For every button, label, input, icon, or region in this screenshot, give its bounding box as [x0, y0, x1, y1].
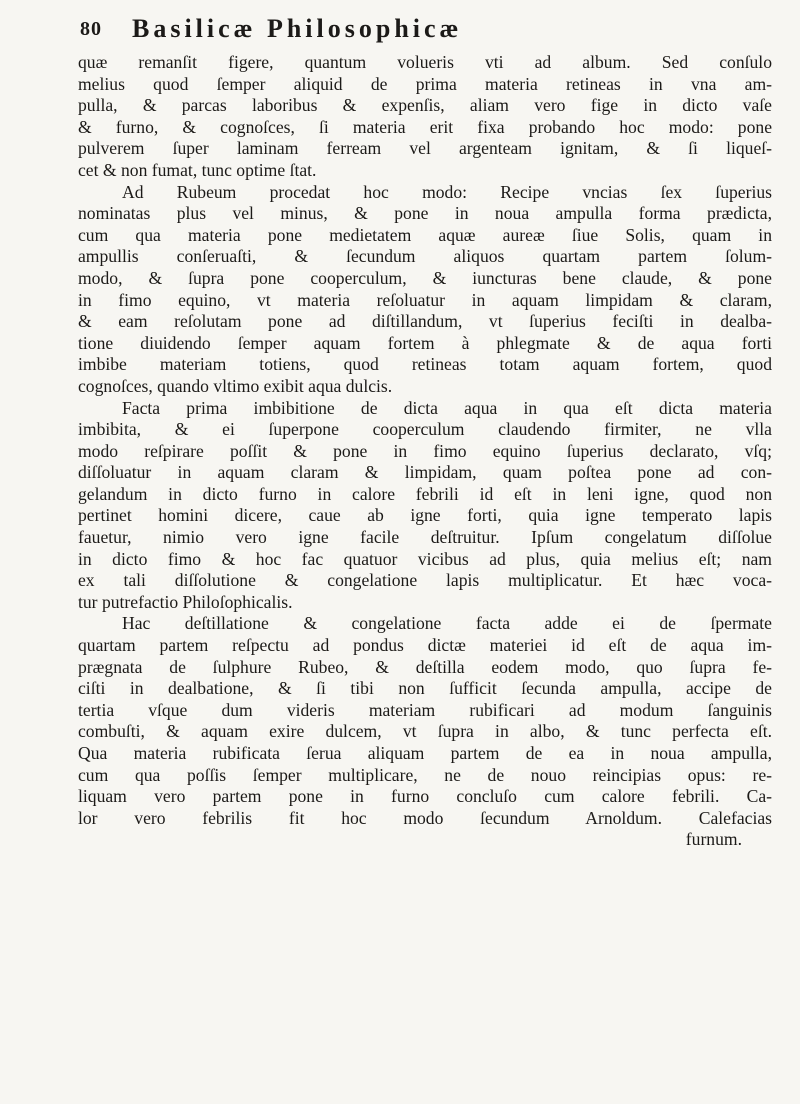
text-line: pulla, & parcas laboribus & expenſis, aliam vero fige in dicto vaſe [78, 95, 772, 116]
text-line: in fimo equino, vt materia reſoluatur in aquam limpidam & claram, [78, 289, 772, 310]
text-line: melius quod ſemper aliquid de prima materia retineas in vna am- [78, 73, 772, 94]
text-line: lor vero febrilis fit hoc modo ſecundum Arnoldum. Calefacias [78, 807, 772, 828]
text-line: ex tali diſſolutione & congelatione lapis multiplicatur. Et hæc voca- [78, 570, 772, 591]
text-line: diſſoluatur in aquam claram & limpidam, quam poſtea pone ad con- [78, 462, 772, 483]
text-line: fauetur, nimio vero igne facile deſtruitur. Ipſum congelatum diſſolue [78, 527, 772, 548]
text-line: pulverem ſuper laminam ferream vel argenteam ignitam, & ſi liqueſ- [78, 138, 772, 159]
text-line: cognoſces, quando vltimo exibit aqua dulcis. [78, 375, 393, 396]
text-line: ciſti in dealbatione, & ſi tibi non ſufficit ſecunda ampulla, accipe de [78, 678, 772, 699]
text-line: cet & non fumat, tunc optime ſtat. [78, 159, 317, 180]
text-line: Qua materia rubificata ſerua aliquam partem de ea in noua ampulla, [78, 743, 772, 763]
text-line: quæ remanſit figere, quantum volueris vti ad album. Sed conſulo [78, 52, 772, 72]
text-line: combuſti, & aquam exire dulcem, vt ſupra in albo, & tunc perfecta eſt. [78, 721, 772, 742]
text-line: in dicto fimo & hoc fac quatuor vicibus ad plus, quia melius eſt; nam [78, 548, 772, 569]
paragraph-start: Facta prima imbibitione de dicta aqua in qua eſt dicta materia [122, 397, 772, 418]
text-line: modo, & ſupra pone cooperculum, & iuncturas bene claude, & pone [78, 267, 772, 288]
paragraph-start: Hac deſtillatione & congelatione facta adde ei de ſpermate [122, 613, 772, 634]
text-line: liquam vero partem pone in furno concluſo cum calore febrili. Ca- [78, 786, 772, 807]
running-title: Basilicæ Philosophicæ [132, 14, 463, 43]
page-number: 80 [80, 18, 102, 40]
text-line: imbibe materiam totiens, quod retineas totam aquam fortem, quod [78, 354, 772, 375]
catchword-line: furnum. [685, 829, 742, 850]
running-head [80, 14, 780, 50]
text-line: cum qua poſſis ſemper multiplicare, ne de nouo reincipias opus: re- [78, 764, 772, 785]
text-line: modo reſpirare poſſit & pone in fimo equino ſuperius declarato, vſq; [78, 440, 772, 461]
body-text [78, 52, 772, 851]
paragraph-start: Ad Rubeum procedat hoc modo: Recipe vncias ſex ſuperius [122, 181, 772, 202]
text-line: ampullis conſeruaſti, & ſecundum aliquos quartam partem ſolum- [78, 246, 772, 267]
text-line: imbibita, & ei ſuperpone cooperculum claudendo firmiter, ne vlla [78, 419, 772, 440]
text-line: & furno, & cognoſces, ſi materia erit fixa probando hoc modo: pone [78, 116, 772, 137]
text-line: prægnata de ſulphure Rubeo, & deſtilla eodem modo, quo ſupra fe- [78, 656, 772, 677]
text-line: quartam partem reſpectu ad pondus dictæ materiei id eſt de aqua im- [78, 635, 772, 656]
text-line: & eam reſolutam pone ad diſtillandum, vt ſuperius feciſti in dealba- [78, 311, 772, 332]
text-line: gelandum in dicto furno in calore febrili id eſt in leni igne, quod non [78, 483, 772, 504]
text-line: nominatas plus vel minus, & pone in noua ampulla forma prædicta, [78, 203, 772, 224]
text-line: tur putrefactio Philoſophicalis. [78, 591, 293, 612]
text-line: pertinet homini dicere, caue ab igne forti, quia igne temperato lapis [78, 505, 772, 526]
text-line: tertia vſque dum videris materiam rubificari ad modum ſanguinis [78, 699, 772, 720]
text-line: tione diuidendo ſemper aquam fortem à phlegmate & de aqua forti [78, 332, 772, 353]
text-line: cum qua materia pone medietatem aquæ aureæ ſiue Solis, quam in [78, 224, 772, 245]
